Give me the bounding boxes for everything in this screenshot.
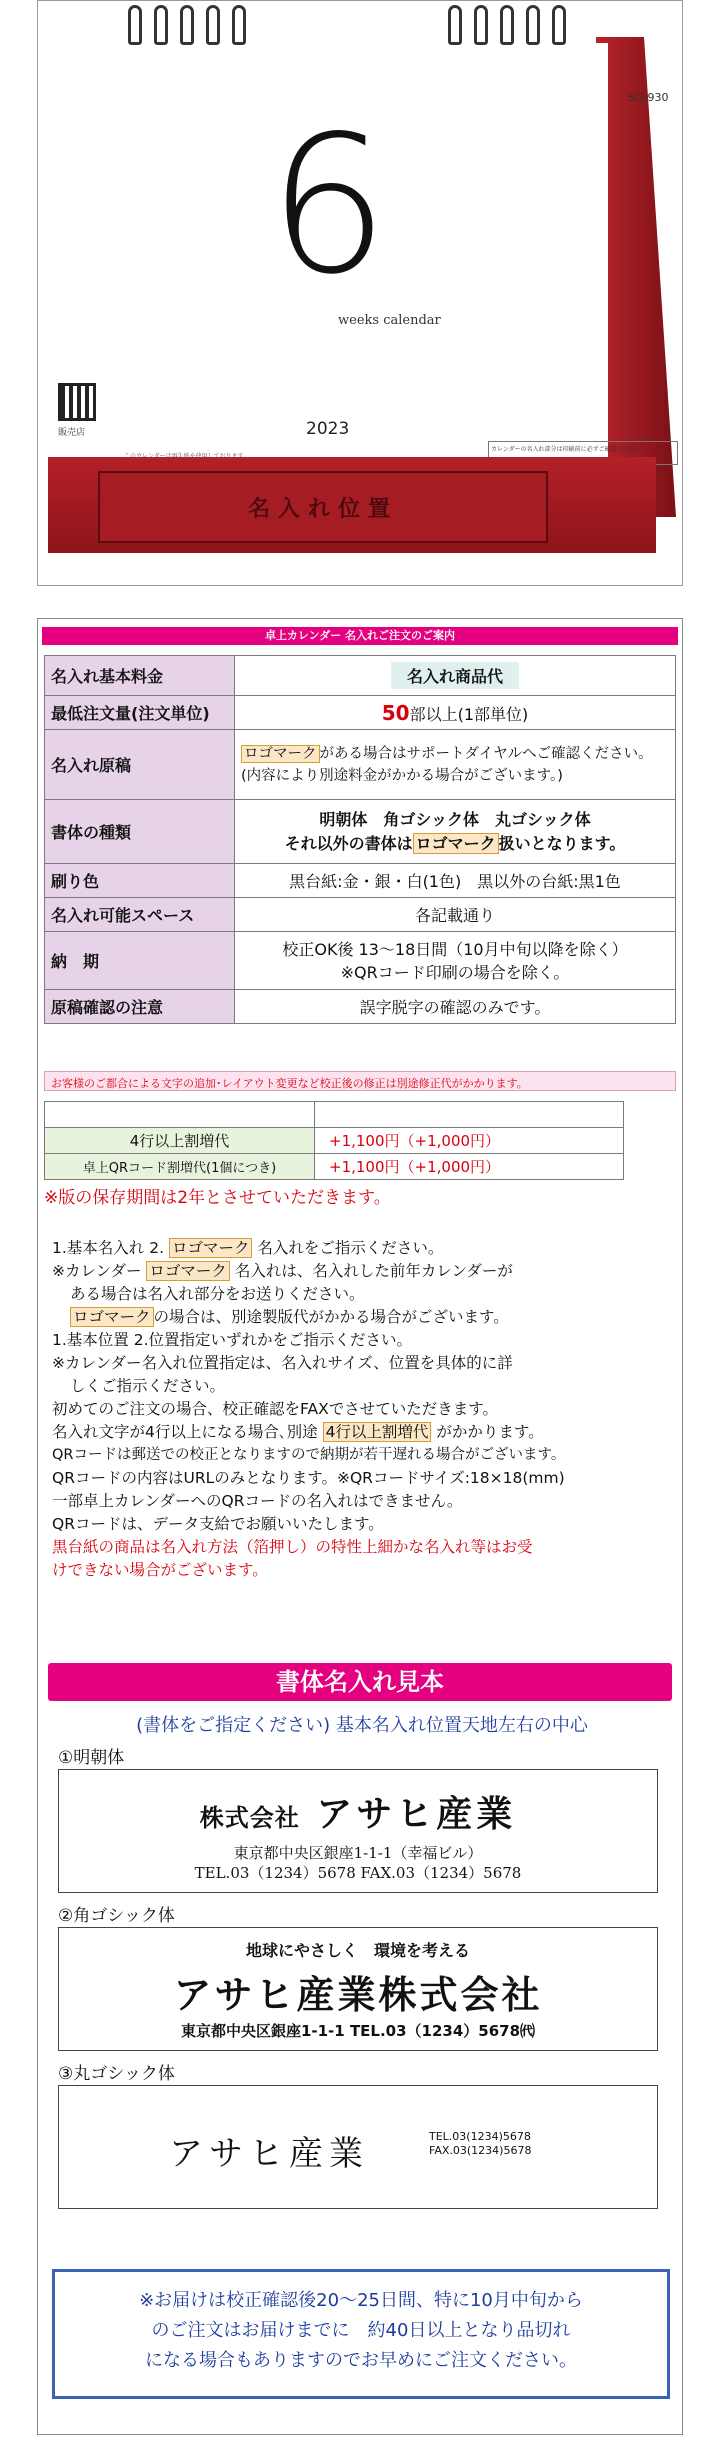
delivery-exception: ※QRコード印刷の場合を除く。 <box>340 962 570 982</box>
font-samples-banner: 書体名入れ見本 <box>48 1663 672 1701</box>
delivery-notice <box>52 2269 670 2399</box>
pricing-table <box>44 655 676 1024</box>
qr-code-icon <box>58 383 96 421</box>
row-value: それ以外の書体は <box>284 833 413 853</box>
instruction-text: 名入れは、名入れした前年カレンダーが <box>234 1262 513 1280</box>
surcharge-tag: 4行以上割増代 <box>323 1422 432 1442</box>
instruction-text: がかかります。 <box>436 1423 544 1441</box>
sample-slogan: 地球にやさしく 環境を考える <box>245 1941 470 1960</box>
sample-tel: TEL.03(1234)5678 <box>429 2130 531 2143</box>
binding-rings-left <box>128 5 246 45</box>
name-imprint-area <box>98 471 548 543</box>
kaku-label: ②角ゴシック体 <box>58 1906 175 1926</box>
row-label: 名入れ可能スペース <box>45 898 235 932</box>
table-row <box>45 696 676 730</box>
instructions-block <box>52 1237 668 1582</box>
surcharge-table <box>44 1101 624 1180</box>
sample-address: 東京都中央区銀座1-1-1 TEL.03（1234）5678㈹ <box>180 2022 536 2040</box>
instruction-text: 名入れ文字が4行以上になる場合､別途 <box>52 1423 318 1441</box>
notice-box: カレンダーの名入れ部分は印刷前に必ずご確認ください <box>488 441 678 465</box>
table-row <box>45 656 676 696</box>
fee-label: 4行以上割増代 <box>45 1128 315 1154</box>
table-row <box>45 730 676 800</box>
min-order-text: 部以上(1部単位) <box>409 704 529 724</box>
row-label: 原稿確認の注意 <box>45 990 235 1024</box>
instruction-text: QRコードは、データ支給でお願いいたします。 <box>52 1515 384 1533</box>
table-row <box>45 1128 624 1154</box>
mincho-label: ①明朝体 <box>58 1748 125 1768</box>
instruction-text: QRコードの内容はURLのみとなります。※QRコードサイズ:18×18(mm) <box>52 1469 565 1487</box>
mincho-sample <box>58 1769 658 1893</box>
row-value: 各記載通り <box>235 898 676 932</box>
instruction-text: ある場合は名入れ部分をお送りください。 <box>70 1285 365 1303</box>
logo-mark-tag: ロゴマーク <box>413 833 499 854</box>
order-info-sheet <box>37 618 683 2435</box>
table-row <box>45 990 676 1024</box>
row-value: 名入れ商品代 <box>391 662 519 689</box>
instruction-text: 初めてのご注文の場合、校正確認をFAXでさせていただきます。 <box>52 1400 498 1418</box>
sample-company-name: アサヒ産業 <box>169 2134 369 2174</box>
logo-mark-tag: ロゴマーク <box>70 1307 154 1327</box>
table-row <box>45 800 676 864</box>
row-label: 書体の種類 <box>45 800 235 864</box>
instruction-text: しくご指示ください。 <box>70 1377 226 1395</box>
row-label: 納 期 <box>45 932 235 990</box>
instruction-text: の場合は、別途製版代がかかる場合がございます。 <box>153 1308 509 1326</box>
delivery-line: のご注文はお届けまでに 約40日以上となり品切れ <box>151 2320 571 2341</box>
instruction-text: 1.基本名入れ 2. <box>52 1239 165 1257</box>
sample-address: 東京都中央区銀座1-1-1（幸福ビル） <box>233 1844 483 1862</box>
fee-price-sub: （+1,000円） <box>399 1158 501 1176</box>
sheet-header: 卓上カレンダー 名入れご注文のご案内 <box>42 627 678 645</box>
sample-tel: TEL.03（1234）5678 FAX.03（1234）5678 <box>194 1864 522 1882</box>
delivery-line: ※お届けは校正確認後20～25日間、特に10月中旬から <box>139 2290 583 2311</box>
product-image <box>37 0 683 586</box>
table-row <box>45 1102 624 1128</box>
table-row <box>45 932 676 990</box>
delivery-period: 校正OK後 13～18日間（10月中旬以降を除く） <box>282 939 628 959</box>
row-value: 扱いとなります。 <box>498 833 626 853</box>
plate-retention-note: ※版の保存期間は2年とさせていただきます。 <box>44 1188 391 1208</box>
instruction-warning: けできない場合がございます。 <box>52 1561 268 1579</box>
row-value: 誤字脱字の確認のみです。 <box>235 990 676 1024</box>
instruction-warning: 黒台紙の商品は名入れ方法（箔押し）の特性上細かな名入れ等はお受 <box>52 1538 533 1556</box>
instruction-text: ※カレンダー名入れ位置指定は、名入れサイズ、位置を具体的に詳 <box>52 1354 513 1372</box>
qr-label: 販売店 <box>58 428 86 438</box>
calendar-subtitle: weeks calendar <box>338 313 441 328</box>
instruction-text: 1.基本位置 2.位置指定いずれかをご指示ください。 <box>52 1331 413 1349</box>
binding-rings-right <box>448 5 566 45</box>
instruction-text: ※カレンダー <box>52 1262 142 1280</box>
row-value: がある場合はサポートダイヤルへご確認ください。(内容により別途料金がかかる場合がございます。) <box>241 745 653 784</box>
min-order-number: 50 <box>381 700 410 725</box>
name-imprint-label: 名入れ位置 <box>247 495 398 522</box>
fee-price-sub: （+1,000円） <box>399 1132 501 1150</box>
calendar-year: 2023 <box>306 419 350 439</box>
logo-mark-tag: ロゴマーク <box>169 1238 253 1258</box>
table-row <box>45 898 676 932</box>
sample-company-name: アサヒ産業株式会社 <box>173 1973 543 2017</box>
delivery-line: になる場合もありますのでお早めにご注文ください。 <box>145 2350 577 2371</box>
revision-fee-note: お客様のご都合による文字の追加･レイアウト変更など校正後の修正は別途修正代がかかります。 <box>44 1071 676 1091</box>
fee-price: +1,100円 <box>329 1158 400 1176</box>
instruction-text: QRコードは郵送での校正となりますので納期が若干遅れる場合がございます。 <box>52 1447 566 1463</box>
logo-mark-tag: ロゴマーク <box>146 1261 230 1281</box>
instruction-text: 名入れをご指示ください。 <box>257 1239 444 1257</box>
kaku-sample <box>58 1927 658 2051</box>
fee-label: 卓上QRコード割増代(1個につき) <box>45 1154 315 1180</box>
sample-company-prefix: 株式会社 <box>199 1803 300 1832</box>
table-row <box>45 1154 624 1180</box>
instruction-text: 一部卓上カレンダーへのQRコードの名入れはできません。 <box>52 1492 463 1510</box>
maru-sample <box>58 2085 658 2209</box>
table-row <box>45 864 676 898</box>
font-types: 明朝体 角ゴシック体 丸ゴシック体 <box>319 809 591 829</box>
fee-price: +1,100円 <box>329 1132 400 1150</box>
row-label: 刷り色 <box>45 864 235 898</box>
calendar-big-number: 6 <box>268 95 389 316</box>
row-label: 名入れ基本料金 <box>45 656 235 696</box>
row-label: 名入れ原稿 <box>45 730 235 800</box>
sample-fax: FAX.03(1234)5678 <box>429 2144 532 2157</box>
row-value: 黒台紙:金・銀・白(1色) 黒以外の台紙:黒1色 <box>235 864 676 898</box>
maru-label: ③丸ゴシック体 <box>58 2064 175 2084</box>
sample-company-name: アサヒ産業 <box>316 1793 517 1835</box>
product-sku: SG-930 <box>628 91 669 104</box>
font-samples-subtitle: (書体をご指定ください) 基本名入れ位置天地左右の中心 <box>136 1715 588 1736</box>
logo-mark-tag: ロゴマーク <box>241 745 320 763</box>
row-label: 最低注文量(注文単位) <box>45 696 235 730</box>
